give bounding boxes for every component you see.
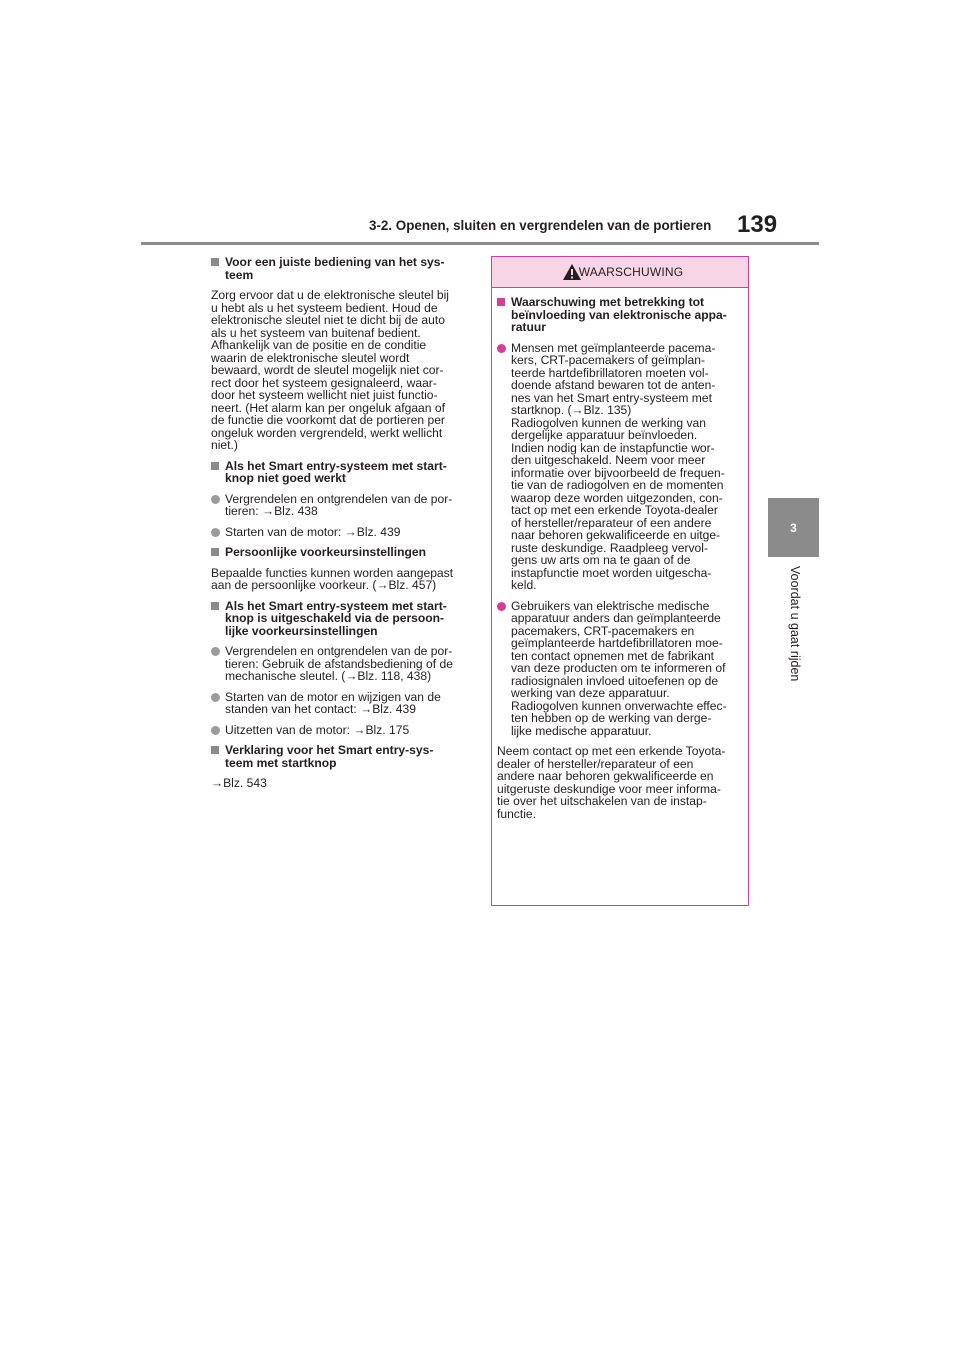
text-line: teerde hartdefibrillatoren moeten vol-	[511, 365, 709, 380]
text-line: waarin de elektronische sleutel wordt	[211, 350, 410, 365]
text-line: pacemakers, CRT-pacemakers en	[511, 623, 695, 638]
text-line: kers, CRT-pacemakers of geïmplan-	[511, 353, 706, 367]
round-bullet-icon	[211, 726, 220, 735]
text-line: lijke medische apparatuur.	[511, 723, 652, 738]
paragraph	[497, 745, 742, 820]
square-bullet-icon	[211, 462, 219, 470]
chapter-number: 3	[790, 520, 797, 535]
header-rule	[141, 242, 819, 245]
text-line: Persoonlijke voorkeursinstellingen	[225, 545, 426, 559]
left-column	[211, 256, 469, 798]
text-line: functie.	[497, 806, 536, 821]
text-line: Mensen met geïmplanteerde pacema-	[511, 340, 716, 355]
text-line: knop niet goed werkt	[225, 471, 346, 485]
list-item	[211, 724, 469, 737]
text-line: dealer of hersteller/reparateur of een	[497, 756, 694, 771]
text-line: u hebt als u het systeem bedient. Houd de	[211, 300, 438, 315]
text-line: tie van de radiogolven en de momenten	[511, 478, 724, 492]
text-line: radiosignalen invloed uitoefenen op de	[511, 673, 719, 688]
text-line: teem	[225, 267, 254, 282]
round-bullet-icon	[211, 693, 220, 702]
text-line: instapfunctie moet worden uitgescha-	[511, 565, 712, 580]
text-line: Starten van de motor: →Blz. 439	[225, 524, 401, 539]
text-line: aan de persoonlijke voorkeur. (→Blz. 457)	[211, 578, 437, 592]
text-line: Als het Smart entry-systeem met start-	[225, 598, 447, 613]
text-line: rect door het systeem gesignaleerd, waar-	[211, 375, 437, 390]
text-line: neert. (Het alarm kan per ongeluk afgaan of	[211, 400, 445, 415]
paragraph	[211, 777, 469, 790]
text-line: dergelijke apparatuur beïnvloeden.	[511, 428, 698, 442]
text-line: ruste deskundige. Raadpleeg vervol-	[511, 540, 708, 555]
section-heading	[497, 296, 742, 334]
text-line: informatie over bijvoorbeeld de frequen-	[511, 465, 725, 480]
text-line: waarop deze worden uitgezonden, con-	[511, 490, 723, 505]
list-item	[211, 493, 469, 518]
warning-title: WAARSCHUWING	[578, 265, 684, 279]
text-line: Afhankelijk van de positie en de conditie	[211, 338, 427, 352]
section-heading	[211, 600, 469, 638]
paragraph	[211, 289, 469, 452]
text-line: Zorg ervoor dat u de elektronische sleutel bij	[211, 288, 449, 302]
text-line: doende afstand bewaren tot de anten-	[511, 378, 716, 392]
warning-box	[491, 256, 749, 906]
text-line: tieren: Gebruik de afstandsbediening of de	[225, 656, 453, 671]
text-line: naar behoren gekwalificeerde en uitge-	[511, 528, 721, 542]
text-line: gens uw arts om na te gaan of de	[511, 553, 691, 567]
text-line: de functie die voorkomt dat de portieren per	[211, 413, 445, 427]
text-line: Neem contact op met een erkende Toyota-	[497, 744, 726, 758]
list-item	[211, 526, 469, 539]
text-line: Indien nodig kan de instapfunctie wor-	[511, 440, 715, 455]
list-item	[211, 691, 469, 716]
text-line: ongeluk worden vergrendeld, werkt wellicht	[211, 425, 443, 440]
text-line: nes van het Smart entry-systeem met	[511, 390, 712, 405]
text-line: Bepaalde functies kunnen worden aangepast	[211, 565, 454, 580]
section-heading	[211, 460, 469, 485]
round-bullet-icon	[211, 647, 220, 656]
chapter-label: Voordat u gaat rijden	[788, 566, 802, 682]
square-bullet-icon	[211, 548, 219, 556]
text-line: Vergrendelen en ontgrendelen van de por-	[225, 644, 453, 658]
square-bullet-icon	[211, 746, 219, 754]
chapter-section-title: 3-2. Openen, sluiten en vergrendelen van de portieren	[369, 218, 712, 233]
text-line: den uitgeschakeld. Neem voor meer	[511, 453, 706, 467]
text-line: →Blz. 543	[211, 776, 267, 790]
square-bullet-icon	[211, 258, 219, 266]
chapter-tab	[768, 498, 819, 557]
section-heading	[211, 256, 469, 281]
paragraph	[211, 567, 469, 592]
text-line: door het systeem wellicht niet juist functio-	[211, 388, 438, 402]
text-line: beïnvloeding van elektronische appa-	[511, 307, 727, 322]
round-bullet-icon	[211, 528, 220, 537]
text-line: andere naar behoren gekwalificeerde en	[497, 769, 714, 783]
text-line: werking van deze apparatuur.	[511, 686, 670, 700]
text-line: Voor een juiste bediening van het sys-	[225, 255, 445, 269]
text-line: Radiogolven kunnen onverwachte effec-	[511, 698, 727, 713]
text-line: tieren: →Blz. 438	[225, 504, 318, 518]
text-line: Als het Smart entry-systeem met start-	[225, 458, 447, 473]
text-line: Waarschuwing met betrekking tot	[511, 295, 705, 309]
text-line: startknop. (→Blz. 135)	[511, 403, 632, 417]
text-line: Starten van de motor en wijzigen van de	[225, 689, 441, 704]
text-line: knop is uitgeschakeld via de persoon-	[225, 611, 445, 625]
text-line: teem met startknop	[225, 755, 337, 770]
text-line: mechanische sleutel. (→Blz. 118, 438)	[225, 669, 432, 683]
text-line: Gebruikers van elektrische medische	[511, 598, 710, 613]
round-bullet-icon	[211, 495, 220, 504]
list-item	[497, 600, 742, 738]
text-line: Verklaring voor het Smart entry-sys-	[225, 743, 434, 757]
square-bullet-icon	[497, 298, 505, 306]
warning-triangle-icon	[562, 263, 582, 281]
text-line: Radiogolven kunnen de werking van	[511, 415, 706, 430]
text-line: apparatuur anders dan geïmplanteerde	[511, 611, 721, 625]
warning-body	[492, 288, 748, 820]
text-line: van deze producten om te informeren of	[511, 661, 726, 675]
text-line: ten hebben op de werking van derge-	[511, 711, 712, 725]
section-heading	[211, 546, 469, 559]
text-line: standen van het contact: →Blz. 439	[225, 702, 416, 716]
text-line: of hersteller/reparateur of een andere	[511, 515, 712, 530]
text-line: ten contact opnemen met de fabrikant	[511, 648, 715, 663]
warning-header	[492, 257, 748, 288]
text-line: bewaard, wordt de sleutel mogelijk niet cor-	[211, 363, 444, 377]
text-line: Uitzetten van de motor: →Blz. 175	[225, 722, 410, 737]
text-line: Vergrendelen en ontgrendelen van de por-	[225, 491, 453, 506]
text-line: lijke voorkeursinstellingen	[225, 623, 378, 638]
text-line: tie over het uitschakelen van de instap-	[497, 794, 707, 808]
text-line: geïmplanteerde hartdefibrillatoren moe-	[511, 636, 723, 650]
list-item	[211, 645, 469, 683]
text-line: elektronische sleutel niet te dicht bij de auto	[211, 313, 445, 327]
round-bullet-icon	[497, 344, 506, 353]
square-bullet-icon	[211, 602, 219, 610]
text-line: ratuur	[511, 320, 546, 334]
list-item	[497, 342, 742, 592]
text-line: als u het systeem van buitenaf bedient.	[211, 325, 421, 340]
text-line: uitgeruste deskundige voor meer informa-	[497, 781, 721, 796]
text-line: niet.)	[211, 438, 238, 452]
text-line: tact op met een erkende Toyota-dealer	[511, 503, 718, 517]
round-bullet-icon	[497, 602, 506, 611]
section-heading	[211, 744, 469, 769]
page-number: 139	[737, 211, 778, 238]
text-line: keld.	[511, 578, 537, 592]
